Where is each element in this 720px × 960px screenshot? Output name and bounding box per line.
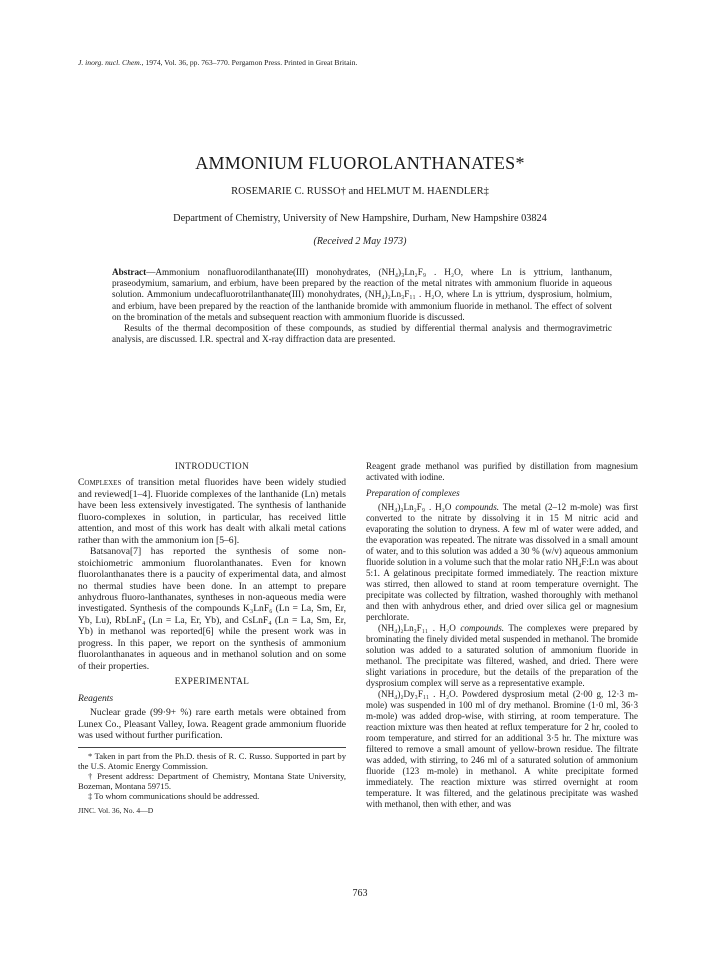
introduction-heading: INTRODUCTION (174, 461, 250, 471)
author-list: ROSEMARIE C. RUSSO† and HELMUT M. HAENDLER‡ (231, 186, 489, 197)
right-column (366, 461, 638, 810)
footnote-3: ‡ To whom communications should be addressed. (88, 791, 260, 802)
methanol-paragraph: Reagent grade methanol was purified by distillation from magnesium activated with iodine. (366, 461, 638, 482)
intro-paragraph-1: Complexes of transition metal fluorides have been widely studied and reviewed[1–4]. Fluoride complexes of the lanthanide (Ln) metals have been less extensively investigated. The synthesis of lanthanide fluoro-complexes in solution, in particular, has received little attention, and most of this work has dealt with alkali metal cations rather than with the ammonium ion [5–6]. (78, 477, 346, 546)
journal-citation: J. inorg. nucl. Chem., 1974, Vol. 36, pp. 763–770. Pergamon Press. Printed in Great Britain. (78, 58, 358, 67)
compound-1-paragraph: (NH₄)₃Ln₂F₉ . H₂O compounds. The metal (2–12 m-mole) was first converted to the nitrate by dissolving it in 15 M nitric acid and evaporating the solution to dryness. A few ml of water were added, and the evaporation was repeated. The nitrate was dissolved in a small amount of water, and to this solution was added a 30 % (w/v) aqueous ammonium fluoride solution in a volume such that the molar ratio NH₄F:Ln was about 5:1. A gelatinous precipitate formed immediately. The reaction mixture was stirred, then allowed to stand at room temperature overnight. The precipitate was collected by filtration, washed thoroughly with methanol and then with anhydrous ether, and dried over silica gel or magnesium perchlorate. (366, 502, 638, 622)
reagents-paragraph: Nuclear grade (99·9+ %) rare earth metals were obtained from Lunex Co., Pleasant Valley, Iowa. Reagent grade ammonium fluoride was used without further purification. (78, 707, 346, 741)
preparation-subheading: Preparation of complexes (366, 488, 460, 498)
abstract (112, 267, 612, 345)
journal-issue-mark: JINC. Vol. 36, No. 4—D (78, 806, 154, 816)
compound-2-paragraph: (NH₄)₂Ln₃F₁₁ . H₂O compounds. The complexes were prepared by brominating the finely divided metal suspended in methanol. The bromide solution was added to a saturated solution of ammonium fluoride in methanol. The precipitate was filtered, washed, and dried. There were slight variations in procedure, but the details of the preparation of the dysprosium complex will serve as a representative example. (366, 623, 639, 688)
reagents-subheading: Reagents (78, 692, 114, 704)
footnote-2: † Present address: Department of Chemistry, Montana State University, Bozeman, Montana 59715. (78, 771, 346, 792)
intro-paragraph-2: Batsanova[7] has reported the synthesis of some non-stoichiometric ammonium fluorolanthanates. Even for known fluorolanthanates there is a paucity of experimental data, and almost no thermal studies have been done. In an attempt to prepare anhydrous fluoro-lanthanates, syntheses in non-aqueous media were investigated. Synthesis of the compounds K₃LnF₆ (Ln = La, Sm, Er, Yb, Lu), RbLnF₄ (Ln = La, Er, Yb), and CsLnF₄ (Ln = La, Sm, Er, Yb) in methanol was reported[6] while the present work was in progress. In this paper, we report on the synthesis of ammonium fluorolanthanates in aqueous and in methanol solution and on some of their properties. (78, 546, 346, 672)
received-date: (Received 2 May 1973) (313, 236, 407, 247)
article-title: AMMONIUM FLUOROLANTHANATES* (195, 153, 525, 173)
experimental-heading: EXPERIMENTAL (174, 676, 250, 687)
abstract-text: —Ammonium nonafluorodilanthanate(III) monohydrates, (NH₄)₃Ln₂F₉ . H₂O, where Ln is yttrium, lanthanum, praseodymium, samarium, and erbium, have been prepared by the reaction of the metal nitrates with ammonium fluoride in aqueous solution. Ammonium undecafluorotrilanthanate(III) monohydrates, (NH₄)₂Ln₃F₁₁ . H₂O, where Ln is yttrium, dysprosium, holmium, and erbium, have been prepared by the reaction of the lanthanide bromide with ammonium fluoride in methanol. The effect of solvent on the bromination of the metals and subsequent reaction with ammonium fluoride is discussed. (112, 267, 612, 322)
abstract-text-2: Results of the thermal decomposition of these compounds, as studied by differential thermal analysis and thermogravimetric analysis, are discussed. I.R. spectral and X-ray diffraction data are presented. (112, 323, 612, 345)
compound-3-paragraph: (NH₄)₂Dy₃F₁₁ . H₂O. Powdered dysprosium metal (2·00 g, 12·3 m-mole) was suspended in 100 ml of dry methanol. Bromine (1·0 ml, 36·3 m-mole) was added drop-wise, with stirring, at room temperature. The reaction mixture was then heated at reflux temperature for 2 hr, cooled to room temperature, and stirred for an additional 3·5 hr. The mixture was filtered to remove a small amount of yellow-brown residue. The filtrate was added, with stirring, to 246 ml of a saturated solution of ammonium fluoride (123 m-mole) in methanol. A white precipitate formed immediately. The reaction mixture was stirred overnight at room temperature. It was filtered, and the gelatinous precipitate was washed with methanol, then with ether, and was (366, 689, 638, 809)
footnote-1: * Taken in part from the Ph.D. thesis of R. C. Russo. Supported in part by the U.S. Atomic Energy Commission. (78, 751, 346, 772)
page-number: 763 (352, 888, 368, 899)
abstract-label: Abstract (112, 267, 147, 277)
left-column (78, 461, 346, 817)
footnotes (78, 747, 346, 801)
affiliation: Department of Chemistry, University of New Hampshire, Durham, New Hampshire 03824 (173, 213, 547, 224)
